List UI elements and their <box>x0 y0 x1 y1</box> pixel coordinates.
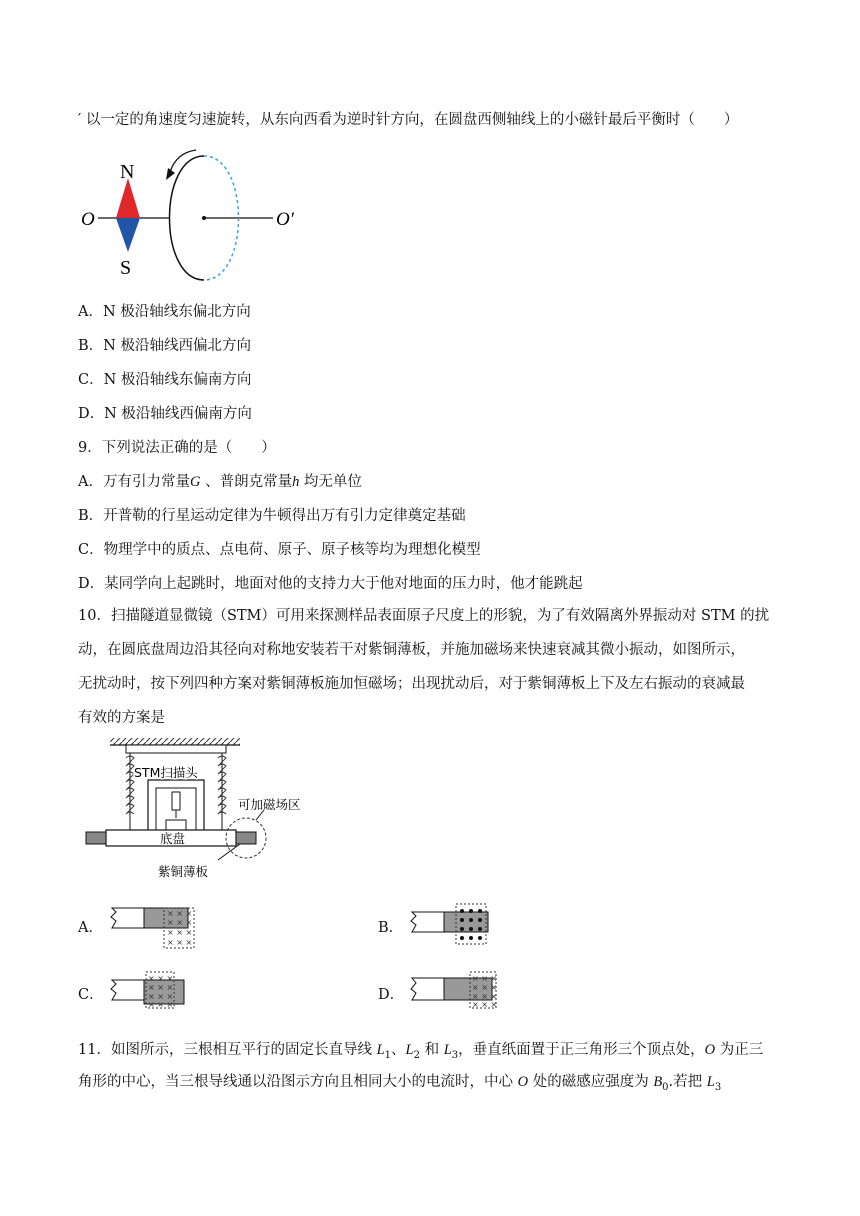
field-crosses-into-page <box>148 974 173 1009</box>
label-stm-head: STM扫描头 <box>134 765 198 780</box>
svg-text:× × ×: × × × <box>167 938 193 947</box>
label-N: N <box>120 161 135 183</box>
svg-text:× × ×: × × × <box>167 928 193 937</box>
symbol-L1: L <box>376 1042 385 1058</box>
q9-a-post: 均无单位 <box>299 474 362 490</box>
q8-option-d: D．N 极沿轴线西偏南方向 <box>78 406 252 422</box>
q11-l2-post: .若把 <box>668 1074 707 1090</box>
base-stub <box>411 978 444 1000</box>
q10-option-a-label: A． <box>78 920 103 936</box>
label-copper-plate: 紫铜薄板 <box>158 864 209 879</box>
q9-a-pre: A．万有引力常量 <box>78 474 190 490</box>
q11-sep: 、 <box>391 1042 406 1058</box>
field-crosses-into-page <box>472 974 497 1009</box>
q10-option-b-figure <box>408 900 498 946</box>
q8-option-c: C．N 极沿轴线东偏南方向 <box>78 372 252 388</box>
question-8-stem-continued: ′ 以一定的角速度匀速旋转，从东向西看为逆时针方向，在圆盘西侧轴线上的小磁针最后平衡时（ ） <box>78 112 739 128</box>
rotation-arrowhead <box>166 168 175 180</box>
svg-text:× × ×: × × × <box>167 918 193 927</box>
subscript-3: 3 <box>714 1081 722 1093</box>
q10-option-c-label: C． <box>78 987 104 1003</box>
symbol-L3: L <box>443 1042 452 1058</box>
question-10-line-3: 无扰动时，按下列四种方案对紫铜薄板施加恒磁场；出现扰动后，对于紫铜薄板上下及左右振动的衰减最 <box>78 676 745 692</box>
ceiling-hatch <box>110 738 240 745</box>
q10-option-d-figure <box>408 968 503 1014</box>
subscript-2: 2 <box>413 1049 420 1061</box>
question-11-line-1 <box>78 1040 763 1066</box>
sample <box>166 820 186 830</box>
question-11-line-2 <box>78 1072 721 1098</box>
label-S: S <box>120 257 132 279</box>
q11-l2-mid: 处的磁感应强度为 <box>528 1074 654 1090</box>
disk-center <box>202 216 206 220</box>
subscript-1: 1 <box>384 1049 392 1061</box>
base-stub <box>111 980 144 1000</box>
svg-text:× × ×: × × × <box>472 992 498 1001</box>
svg-text:× × ×: × × × <box>148 983 174 992</box>
q10-option-d-label: D． <box>378 987 405 1003</box>
compass-north-half <box>116 178 140 218</box>
label-O: O <box>81 209 95 230</box>
symbol-O: O <box>704 1042 716 1058</box>
question-10-line-1: 10．扫描隧道显微镜（STM）可用来探测样品表面原子尺度上的形貌，为了有效隔离外界振动对 STM 的扰 <box>78 608 770 624</box>
base-stub <box>111 908 144 928</box>
q9-option-c: C．物理学中的质点、点电荷、原子、原子核等均为理想化模型 <box>78 542 481 558</box>
svg-text:× × ×: × × × <box>472 983 498 992</box>
compass-south-half <box>116 218 140 252</box>
symbol-h: h <box>292 474 300 490</box>
field-crosses-into-page <box>167 909 192 947</box>
symbol-L2: L <box>405 1042 414 1058</box>
q10-option-c-figure <box>108 968 198 1014</box>
symbol-B: B <box>653 1074 663 1090</box>
label-base: 底盘 <box>160 831 186 846</box>
subscript-0: 0 <box>662 1081 669 1093</box>
svg-text:× × ×: × × × <box>148 974 174 983</box>
q10-option-a-figure <box>108 904 198 950</box>
q11-l1-post: 为正三 <box>715 1042 764 1058</box>
figure-compass-disk <box>78 148 308 288</box>
svg-text:× × ×: × × × <box>148 1000 174 1009</box>
q9-option-d: D．某同学向上起跳时，地面对他的支持力大于他对地面的压力时，他才能跳起 <box>78 576 583 592</box>
q11-l1-mid: ，垂直纸面置于正三角形三个顶点处， <box>458 1042 705 1058</box>
q9-a-mid: 、普朗克常量 <box>200 474 293 490</box>
stm-frame <box>126 745 226 753</box>
question-10-line-2: 动，在圆底盘周边沿其径向对称地安装若干对紫铜薄板，并施加磁场来快速衰减其微小振动，如图所示， <box>78 642 745 658</box>
disk-front-edge <box>170 156 205 280</box>
q8-option-a: A．N 极沿轴线东偏北方向 <box>78 304 251 320</box>
q9-option-a <box>78 472 362 492</box>
rotation-arrow <box>170 150 196 172</box>
svg-text:× × ×: × × × <box>472 1000 498 1009</box>
svg-text:× × ×: × × × <box>472 974 498 983</box>
q10-option-b-label: B． <box>378 920 404 936</box>
q11-l2-pre: 角形的中心，当三根导线通以沿图示方向且相同大小的电流时，中心 <box>78 1074 518 1090</box>
q11-l1-pre: 11．如图所示，三根相互平行的固定长直导线 <box>78 1042 377 1058</box>
q9-option-b: B．开普勒的行星运动定律为牛顿得出万有引力定律奠定基础 <box>78 508 466 524</box>
copper-plate-right <box>236 832 256 844</box>
symbol-L3: L <box>706 1074 715 1090</box>
q11-and: 和 <box>419 1042 444 1058</box>
q8-option-b: B．N 极沿轴线西偏北方向 <box>78 338 251 354</box>
label-field-region: 可加磁场区 <box>238 797 301 812</box>
base-stub <box>411 912 444 932</box>
subscript-3: 3 <box>451 1049 459 1061</box>
stm-probe <box>172 792 180 810</box>
svg-text:× × ×: × × × <box>167 909 193 918</box>
svg-text:× × ×: × × × <box>148 992 174 1001</box>
copper-plate-left <box>86 832 106 844</box>
label-O-prime: O′ <box>276 209 294 230</box>
question-10-line-4: 有效的方案是 <box>78 710 165 726</box>
figure-stm-apparatus <box>80 736 320 884</box>
question-9-stem: 9．下列说法正确的是（ ） <box>78 440 276 456</box>
symbol-G: G <box>189 474 201 490</box>
symbol-O: O <box>517 1074 529 1090</box>
